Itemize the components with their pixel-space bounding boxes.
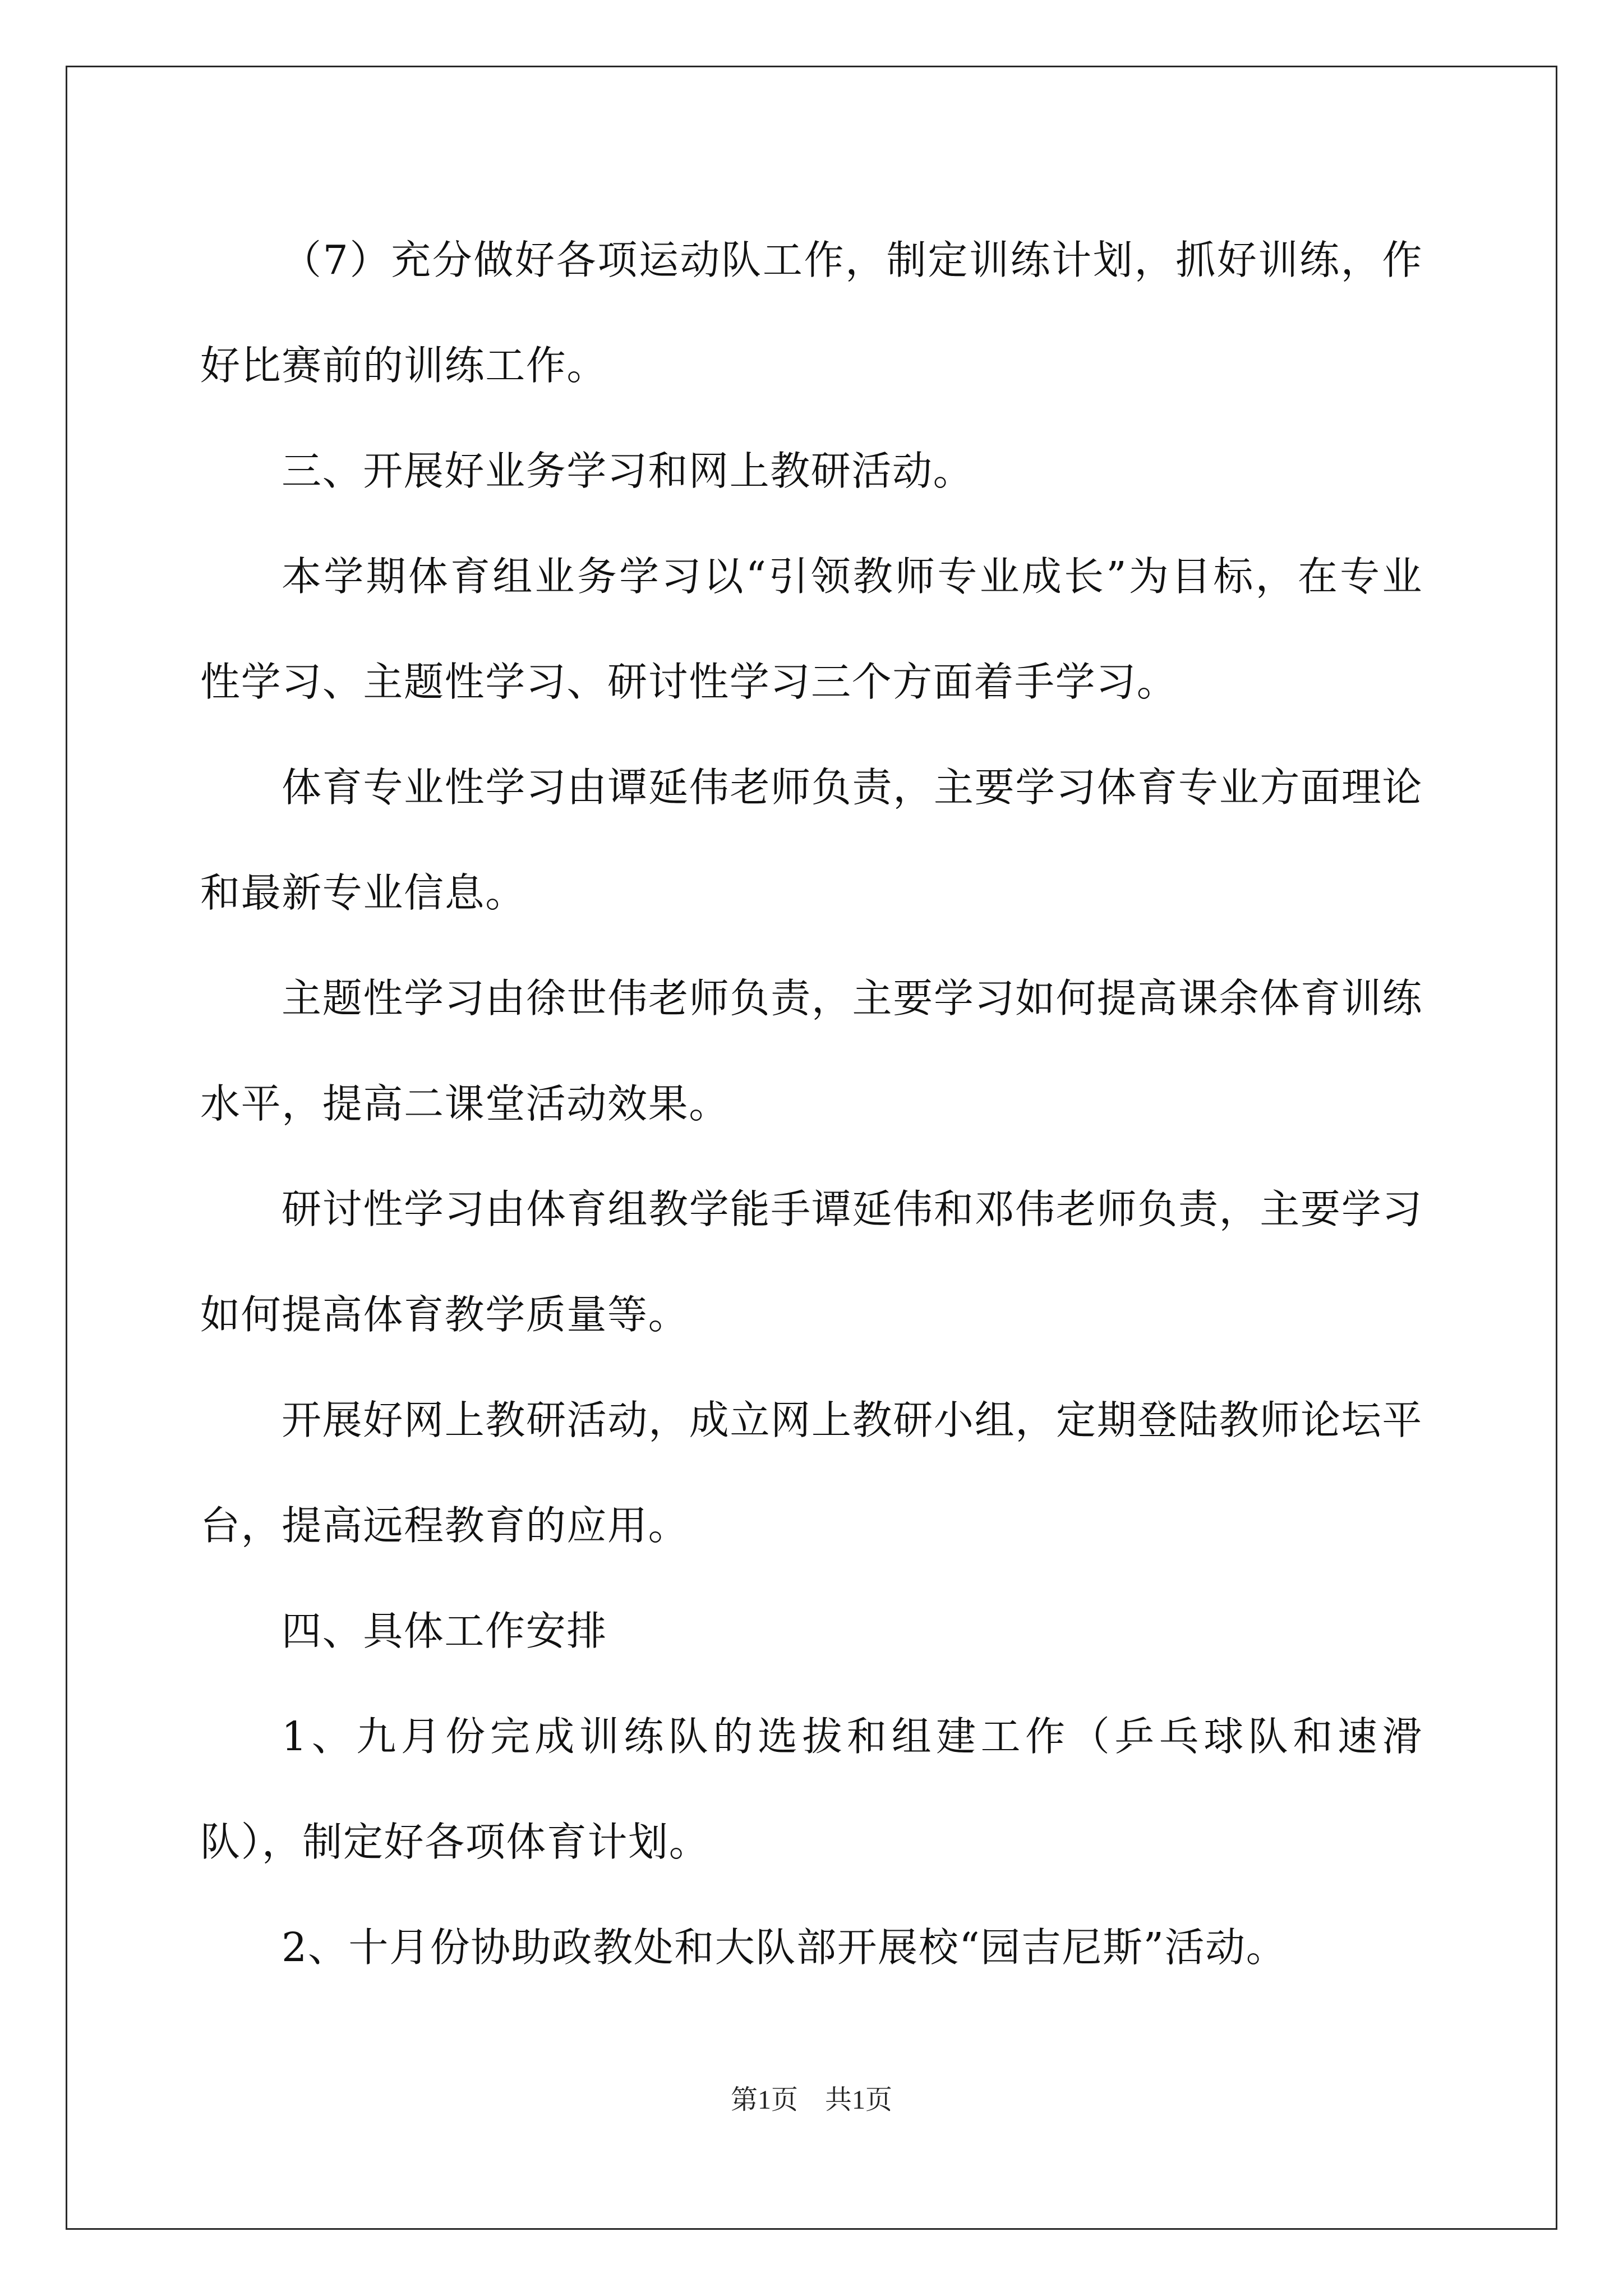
paragraph-online-research: 开展好网上教研活动，成立网上教研小组，定期登陆教师论坛平台，提高远程教育的应用。: [200, 1397, 1423, 1549]
document-body: [200, 208, 1423, 2000]
paragraph-thematic-study: 主题性学习由徐世伟老师负责，主要学习如何提高课余体育训练水平，提高二课堂活动效果。: [200, 975, 1423, 1127]
paragraph-professional-study: 体育专业性学习由谭延伟老师负责，主要学习体育专业方面理论和最新专业信息。: [200, 764, 1423, 916]
page-number-footer: 第1页 共1页: [730, 2085, 892, 2115]
heading-section-three: 三、开展好业务学习和网上教研活动。: [282, 448, 974, 494]
paragraph-research-study: 研讨性学习由体育组教学能手谭延伟和邓伟老师负责，主要学习如何提高体育教学质量等。: [200, 1186, 1423, 1338]
heading-section-four: 四、具体工作安排: [282, 1608, 607, 1654]
paragraph-study-goal: 本学期体育组业务学习以“引领教师专业成长”为目标，在专业性学习、主题性学习、研讨性学习三个方面着手学习。: [200, 553, 1423, 705]
paragraph-training-teams: （7）充分做好各项运动队工作，制定训练计划，抓好训练，作好比赛前的训练工作。: [200, 237, 1423, 389]
paragraph-october-plan: 2、十月份协助政教处和大队部开展校“园吉尼斯”活动。: [282, 1924, 1287, 1971]
paragraph-september-plan: 1、九月份完成训练队的选拔和组建工作（乒乓球队和速滑队），制定好各项体育计划。: [200, 1713, 1423, 1865]
